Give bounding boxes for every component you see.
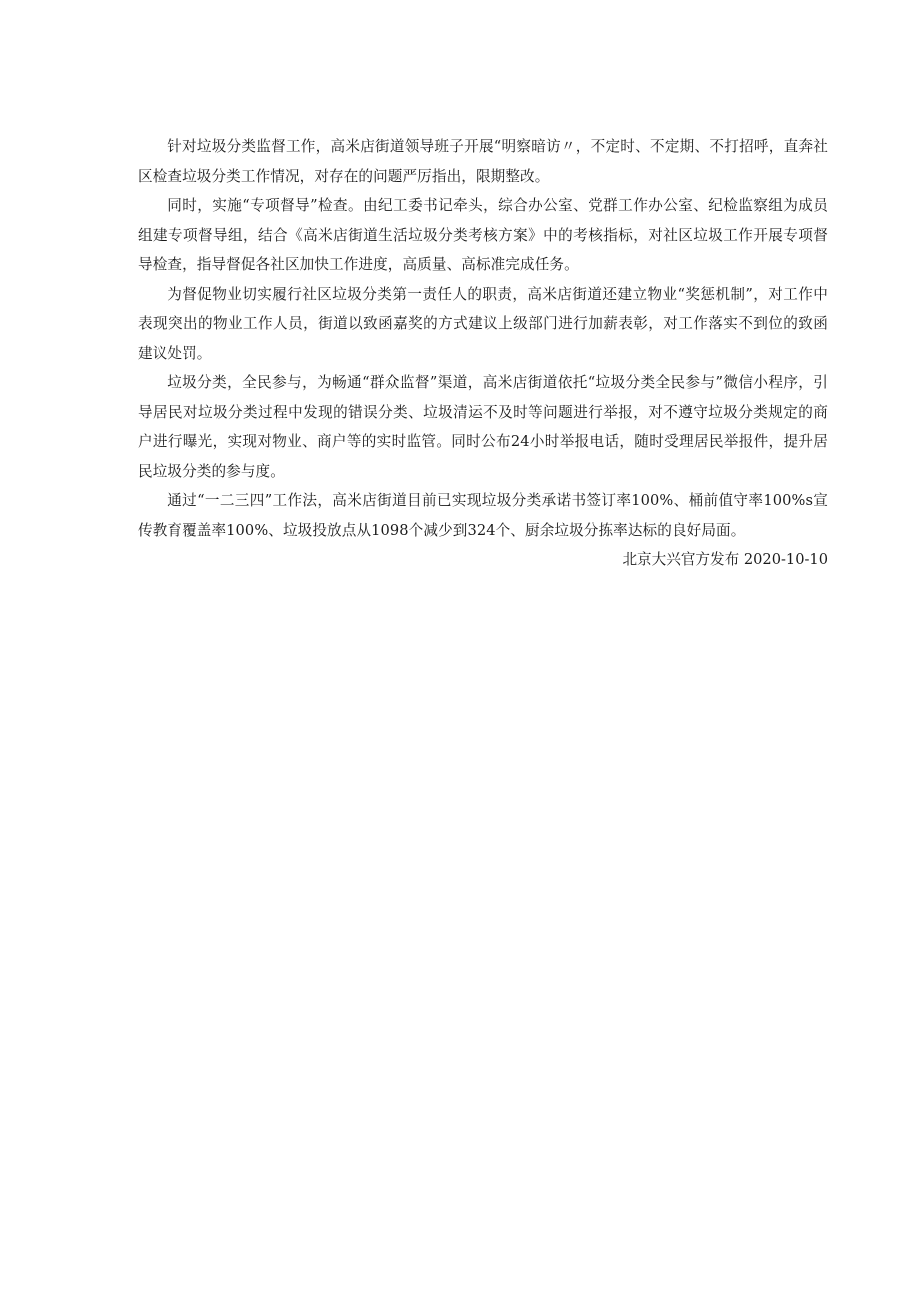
paragraph-results: 通过“一二三四”工作法，高米店街道目前已实现垃圾分类承诺书签订率100%、桶前值守率100%s宣传教育覆盖率100%、垃圾投放点从1098个减少到324个、厨余垃圾分拣率达标的良好局面。 xyxy=(138,492,828,539)
paragraph-property-incentive: 为督促物业切实履行社区垃圾分类第一责任人的职责，高米店街道还建立物业“奖惩机制”，对工作中表现突出的物业工作人员，街道以致函嘉奖的方式建议上级部门进行加薪表彰，对工作落实不到位的致函建议处罚。 xyxy=(138,285,828,362)
paragraph-special-inspection: 同时，实施“专项督导”检查。由纪工委书记牵头，综合办公室、党群工作办公室、纪检监察组为成员组建专项督导组，结合《高米店街道生活垃圾分类考核方案》中的考核指标，对社区垃圾工作开展专项督导检查，指导督促各社区加快工作进度，高质量、高标准完成任务。 xyxy=(138,197,828,273)
paragraph-public-participation: 垃圾分类，全民参与，为畅通“群众监督”渠道，高米店街道依托“垃圾分类全民参与”微信小程序，引导居民对垃圾分类过程中发现的错误分类、垃圾清运不及时等问题进行举报，对不遵守垃圾分类规定的商户进行曝光，实现对物业、商户等的实时监管。同时公布24小时举报电话，随时受理居民举报件，提升居民垃圾分类的参与度。 xyxy=(138,374,828,480)
paragraph-supervision: 针对垃圾分类监督工作，高米店街道领导班子开展“明察暗访〃，不定时、不定期、不打招呼，直奔社区检查垃圾分类工作情况，对存在的问题严厉指出，限期整改。 xyxy=(138,138,828,185)
source-signature: 北京大兴官方发布 2020-10-10 xyxy=(622,551,828,568)
document-body xyxy=(138,132,828,575)
